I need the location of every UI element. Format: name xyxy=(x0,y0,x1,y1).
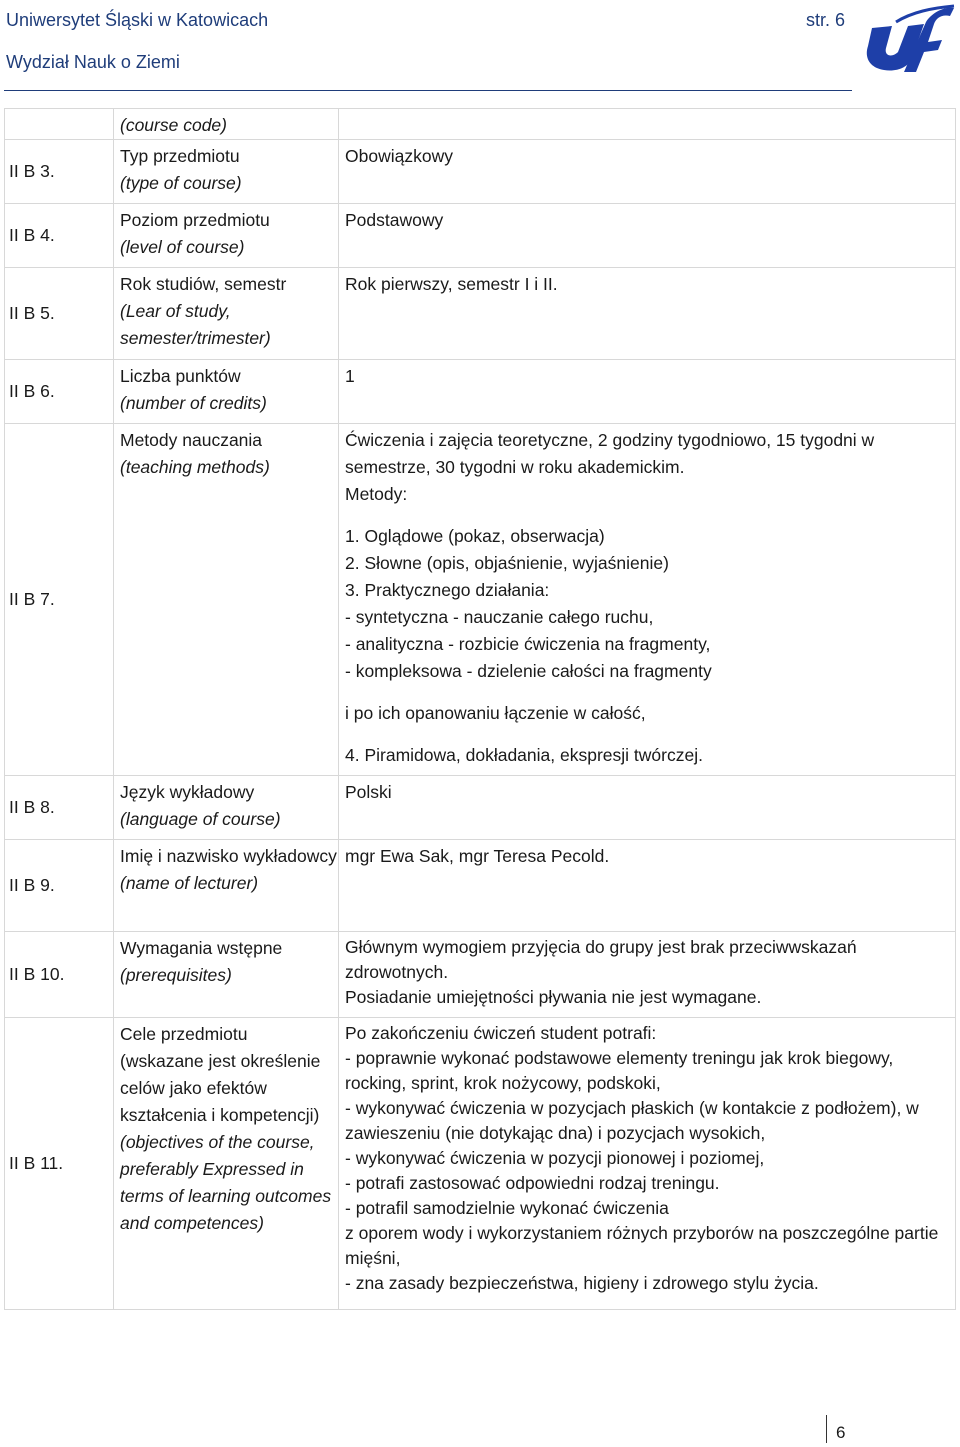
code-cell: II B 6. xyxy=(5,360,114,424)
value-cell xyxy=(339,109,956,140)
methods-continuation: i po ich opanowaniu łączenie w całość, xyxy=(345,703,646,723)
row-label: Język wykładowy xyxy=(120,782,255,802)
row-label: Typ przedmiotu xyxy=(120,146,240,166)
row-label-en: (language of course) xyxy=(120,809,281,829)
header-university: Uniwersytet Śląski w Katowicach xyxy=(6,10,269,30)
label-cell xyxy=(114,1018,339,1310)
value-cell: Po zakończeniu ćwiczeń student potrafi: - poprawnie wykonać podstawowe elementy treningu jak krok biegowy, rocking, sprint, krok nożycowy, podskoki, - wykonywać ćwiczenia w pozycjach płaskich (w kontakcie z podłożem), w zawieszeniu (nie dotykając dna) i pozycjach wysokich, - wykonywać ćwiczenia w pozycji pionowej i poziomej, - potrafi zastosować odpowiedni rodzaj treningu. - potrafil samodzielnie wykonać ćwiczenia z oporem wody i wykorzystaniem różnych przyborów na poszczególne partie mięśni, - zna zasady bezpieczeństwa, higieny i zdrowego stylu życia. xyxy=(339,1018,956,1310)
table-row xyxy=(5,268,956,360)
course-code-label: (course code) xyxy=(120,115,227,135)
value-cell: Głównym wymogiem przyjęcia do grupy jest brak przeciwwskazań zdrowotnych. Posiadanie umiejętności pływania nie jest wymagane. xyxy=(339,932,956,1018)
row-label-en: (number of credits) xyxy=(120,393,267,413)
code-cell: II B 9. xyxy=(5,840,114,932)
label-cell xyxy=(114,140,339,204)
table-row xyxy=(5,424,956,776)
row-label-pl: (wskazane jest określenie celów jako efektów kształcenia i kompetencji) xyxy=(120,1051,321,1125)
table-row xyxy=(5,840,956,932)
row-label: Poziom przedmiotu xyxy=(120,210,270,230)
methods-last: 4. Piramidowa, dokładania, ekspresji twórczej. xyxy=(345,745,703,765)
header-divider xyxy=(4,90,852,91)
row-label: Rok studiów, semestr xyxy=(120,274,287,294)
value-cell: 1 xyxy=(339,360,956,424)
row-label-en: (Lear of study, semester/trimester) xyxy=(120,301,271,348)
row-label: Imię i nazwisko wykładowcy xyxy=(120,846,337,866)
label-cell xyxy=(114,360,339,424)
label-cell xyxy=(114,268,339,360)
row-label: Liczba punktów xyxy=(120,366,241,386)
university-logo-icon xyxy=(862,2,956,74)
label-cell xyxy=(114,424,339,776)
header-page-label: str. 6 xyxy=(806,10,846,30)
code-cell: II B 10. xyxy=(5,932,114,1018)
course-table xyxy=(4,108,956,1310)
value-cell: Podstawowy xyxy=(339,204,956,268)
table-row xyxy=(5,109,956,140)
code-cell: II B 4. xyxy=(5,204,114,268)
header-faculty: Wydział Nauk o Ziemi xyxy=(6,52,180,72)
label-cell xyxy=(114,932,339,1018)
code-cell: II B 3. xyxy=(5,140,114,204)
table-row xyxy=(5,932,956,1018)
label-cell xyxy=(114,840,339,932)
methods-list: 1. Oglądowe (pokaz, obserwacja) 2. Słowne (opis, objaśnienie, wyjaśnienie) 3. Praktycznego działania: - syntetyczna - nauczanie całego ruchu, - analityczna - rozbicie ćwiczenia na fragmenty, - kompleksowa - dzielenie całości na fragmenty xyxy=(345,526,712,681)
value-cell xyxy=(339,424,956,776)
row-label-en: (name of lecturer) xyxy=(120,873,259,893)
table-row xyxy=(5,140,956,204)
code-cell: II B 7. xyxy=(5,424,114,776)
row-label-en: (teaching methods) xyxy=(120,457,270,477)
code-cell: II B 5. xyxy=(5,268,114,360)
label-cell xyxy=(114,204,339,268)
row-label-en: (prerequisites) xyxy=(120,965,232,985)
table-row xyxy=(5,1018,956,1310)
row-label: Wymagania wstępne xyxy=(120,938,283,958)
code-cell: II B 8. xyxy=(5,776,114,840)
methods-heading: Metody: xyxy=(345,484,408,504)
label-cell xyxy=(114,109,339,140)
table-row xyxy=(5,776,956,840)
label-cell xyxy=(114,776,339,840)
code-cell xyxy=(5,109,114,140)
table-row xyxy=(5,360,956,424)
value-cell: Polski xyxy=(339,776,956,840)
code-cell: II B 11. xyxy=(5,1018,114,1310)
value-cell: Obowiązkowy xyxy=(339,140,956,204)
row-label-en: (objectives of the course, preferably Expressed in terms of learning outcomes and competences) xyxy=(120,1132,332,1233)
row-label-en: (level of course) xyxy=(120,237,245,257)
row-label: Metody nauczania xyxy=(120,430,263,450)
footer-divider xyxy=(826,1415,827,1443)
row-label-en: (type of course) xyxy=(120,173,242,193)
footer-page-number: 6 xyxy=(836,1423,846,1442)
value-cell: mgr Ewa Sak, mgr Teresa Pecold. xyxy=(339,840,956,932)
methods-intro: Ćwiczenia i zajęcia teoretyczne, 2 godziny tygodniowo, 15 tygodni w semestrze, 30 tygodni w roku akademickim. xyxy=(345,430,875,477)
value-cell: Rok pierwszy, semestr I i II. xyxy=(339,268,956,360)
row-label: Cele przedmiotu xyxy=(120,1024,248,1044)
table-row xyxy=(5,204,956,268)
